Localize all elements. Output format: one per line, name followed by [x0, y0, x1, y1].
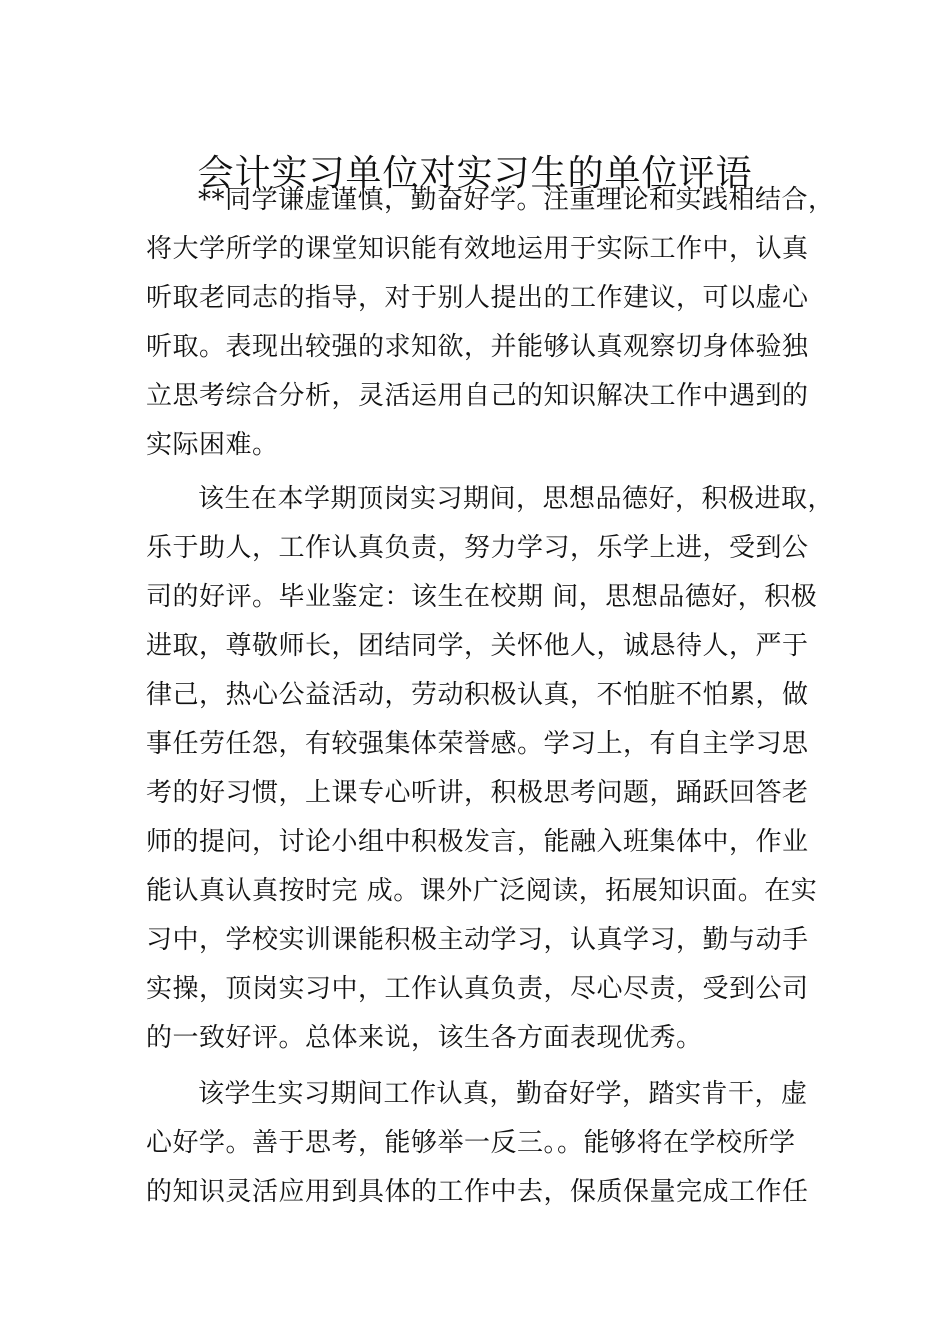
- paragraph-2-line-5: 律己，热心公益活动，劳动积极认真，不怕脏不怕累，做: [146, 680, 809, 710]
- paragraph-2-line-9: 能认真认真按时完 成。课外广泛阅读，拓展知识面。在实: [146, 876, 818, 906]
- paragraph-2-line-1: 该生在本学期顶岗实习期间，思想品德好，积极进取，: [198, 484, 835, 514]
- paragraph-1-line-2: 将大学所学的课堂知识能有效地运用于实际工作中，认真: [146, 234, 809, 264]
- paragraph-3-line-3: 的知识灵活应用到具体的工作中去，保质保量完成工作任: [146, 1177, 809, 1207]
- paragraph-1-line-6: 实际困难。: [146, 430, 279, 460]
- paragraph-2-line-4: 进取，尊敬师长，团结同学，关怀他人，诚恳待人，严于: [146, 631, 809, 661]
- paragraph-2-line-6: 事任劳任怨，有较强集体荣誉感。学习上，有自主学习思: [146, 729, 809, 759]
- paragraph-1-line-3: 听取老同志的指导，对于别人提出的工作建议，可以虚心: [146, 283, 809, 313]
- paragraph-2-line-3: 司的好评。毕业鉴定：该生在校期 间，思想品德好，积极: [146, 582, 818, 612]
- paragraph-2-line-7: 考的好习惯，上课专心听讲，积极思考问题，踊跃回答老: [146, 778, 809, 808]
- paragraph-1-line-4: 听取。表现出较强的求知欲，并能够认真观察切身体验独: [146, 332, 809, 362]
- paragraph-3-line-1: 该学生实习期间工作认真，勤奋好学，踏实肯干，虚: [198, 1079, 808, 1109]
- document-title: 会计实习单位对实习生的单位评语: [197, 153, 753, 195]
- paragraph-2-line-12: 的一致好评。总体来说，该生各方面表现优秀。: [146, 1023, 703, 1053]
- paragraph-1-line-5: 立思考综合分析，灵活运用自己的知识解决工作中遇到的: [146, 381, 809, 411]
- paragraph-1-line-1: **同学谦虚谨慎，勤奋好学。注重理论和实践相结合，: [198, 185, 835, 215]
- paragraph-3-line-2: 心好学。善于思考，能够举一反三。。能够将在学校所学: [146, 1128, 796, 1158]
- paragraph-2-line-2: 乐于助人，工作认真负责，努力学习，乐学上进，受到公: [146, 533, 809, 563]
- paragraph-2-line-8: 师的提问，讨论小组中积极发言，能融入班集体中，作业: [146, 827, 809, 857]
- paragraph-2-line-10: 习中，学校实训课能积极主动学习，认真学习，勤与动手: [146, 925, 809, 955]
- paragraph-2-line-11: 实操，顶岗实习中，工作认真负责，尽心尽责，受到公司: [146, 974, 809, 1004]
